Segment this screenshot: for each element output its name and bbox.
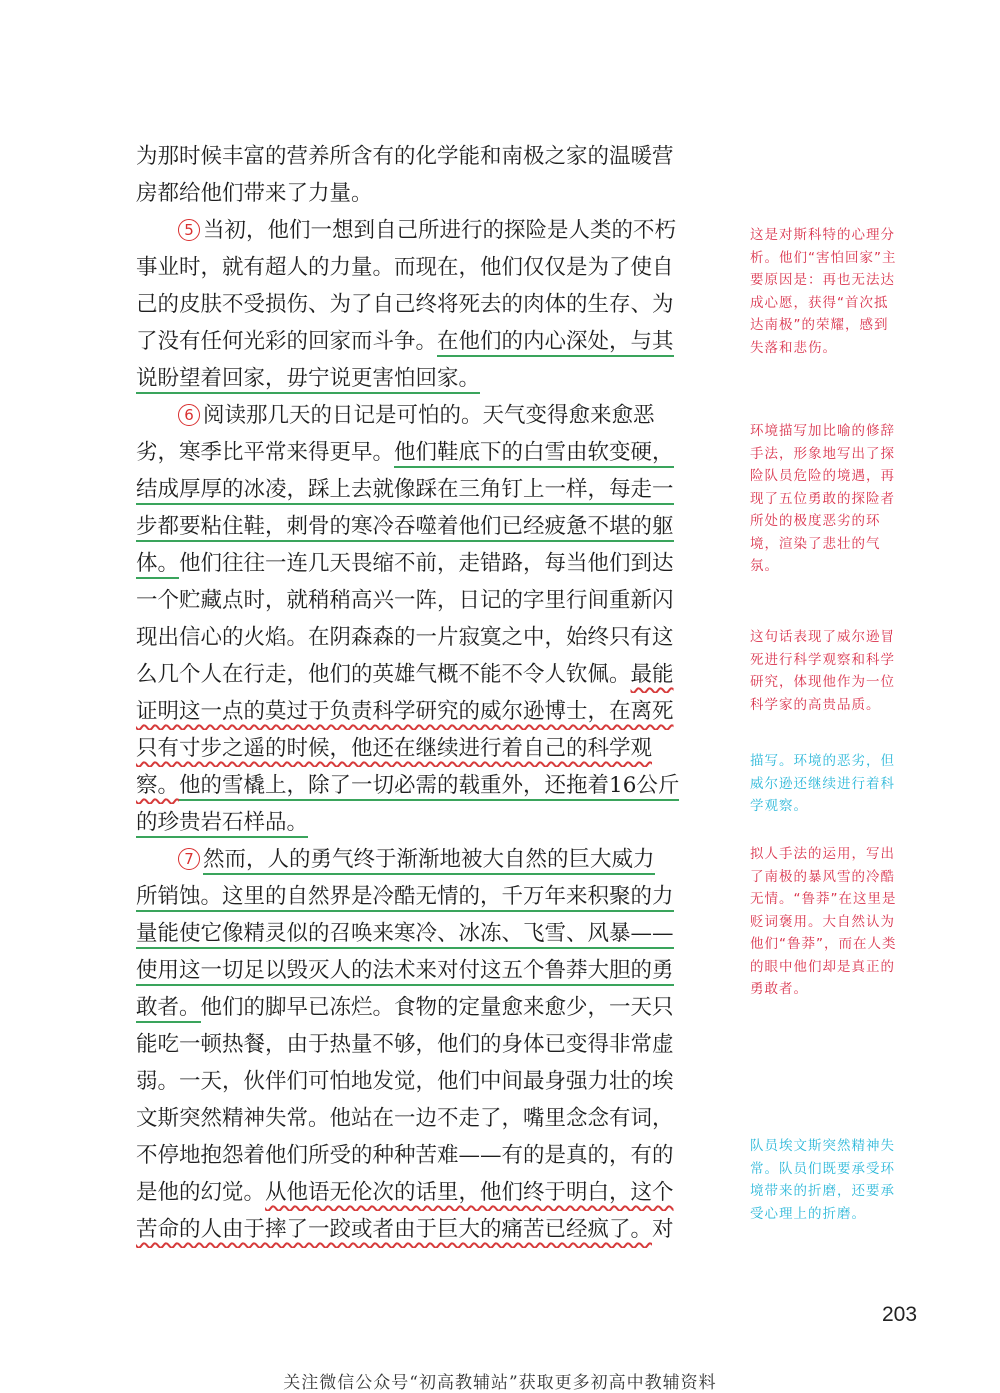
- text-line: [136, 952, 706, 989]
- annotation-1: 这是对斯科特的心理分析。他们“害怕回家”主要原因是：再也无法达成心愿，获得“首次抵达南极”的荣耀，感到失落和悲伤。: [750, 227, 897, 356]
- text-line: 了没有任何光彩的回家而斗争。在他们的内心深处，与其: [136, 323, 706, 360]
- red-wavy-underline: 从他语无伦次的话里，他们终于明白，这个: [265, 1180, 674, 1205]
- green-underline: 的珍贵岩石样品。: [136, 810, 308, 838]
- green-underline: 量能使它像精灵似的召唤来寒冷、冰冻、飞雪、风暴——: [136, 921, 674, 949]
- annotation-2: 环境描写加比喻的修辞手法，形象地写出了探险队员危险的境遇，再现了五位勇敢的探险者所处的极度恶劣的环境，渲染了悲壮的气氛。: [750, 423, 895, 574]
- green-underline: 说盼望着回家，毋宁说更害怕回家。: [136, 366, 480, 394]
- red-wavy-underline: 证明这一点的莫过于负责科学研究的威尔逊博士，在离死: [136, 699, 674, 724]
- green-underline: 然而，人的勇气终于渐渐地被大自然的巨大威力: [203, 847, 655, 875]
- text-line: 体。他们往往一连几天畏缩不前，走错路，每当他们到达: [136, 545, 706, 582]
- paragraph-number-7: 7: [178, 848, 200, 870]
- red-wavy-underline: 苦命的人由于摔了一跤或者由于巨大的痛苦已经疯了。: [136, 1217, 653, 1242]
- green-underline: 步都要粘住鞋，刺骨的寒冷吞噬着他们已经疲惫不堪的躯: [136, 514, 674, 542]
- text-line: 房都给他们带来了力量。: [136, 181, 373, 206]
- annotation-3: 这句话表现了威尔逊冒死进行科学观察和科学研究，体现他作为一位科学家的高贵品质。: [750, 629, 895, 713]
- green-underline: 他们鞋底下的白雪由软变硬，: [394, 440, 674, 468]
- text-line: 能吃一顿热餐，由于热量不够，他们的身体已变得非常虚: [136, 1032, 674, 1057]
- text-line: [136, 915, 706, 952]
- red-wavy-underline: 最能: [630, 662, 674, 687]
- green-underline: 所销蚀。这里的自然界是冷酷无情的，千万年来积聚的力: [136, 884, 674, 912]
- text-line: 劣，寒季比平常来得更早。他们鞋底下的白雪由软变硬，: [136, 434, 706, 471]
- red-wavy-underline: 察。: [136, 773, 180, 798]
- green-underline: 敢者。: [136, 995, 201, 1023]
- text-line: 现出信心的火焰。在阴森森的一片寂寞之中，始终只有这: [136, 625, 674, 650]
- annotation-6: 队员埃文斯突然精神失常。队员们既要承受环境带来的折磨，还要承受心理上的折磨。: [750, 1138, 895, 1222]
- text-line: 弱。一天，伙伴们可怕地发觉，他们中间最身强力壮的埃: [136, 1069, 674, 1094]
- text-line: 敢者。他们的脚早已冻烂。食物的定量愈来愈少，一天只: [136, 989, 706, 1026]
- paragraph-number-6: 6: [178, 404, 200, 426]
- annotation-4: 描写。环境的恶劣，但威尔逊还继续进行着科学观察。: [750, 753, 895, 814]
- green-underline: 结成厚厚的冰凌，踩上去就像踩在三角钉上一样，每走一: [136, 477, 674, 505]
- text-line: [136, 767, 706, 804]
- text-line: [136, 730, 706, 767]
- green-underline: 使用这一切足以毁灭人的法术来对付这五个鲁莽大胆的勇: [136, 958, 674, 986]
- page-number: 203: [882, 1303, 918, 1326]
- text-line: 己的皮肤不受损伤、为了自己终将死去的肉体的生存、为: [136, 292, 674, 317]
- paragraph-6-line: 6 阅读那几天的日记是可怕的。天气变得愈来愈恶: [136, 397, 706, 434]
- text-line: [136, 360, 706, 397]
- text-line: 事业时，就有超人的力量。而现在，他们仅仅是为了使自: [136, 255, 674, 280]
- paragraph-number-5: 5: [178, 219, 200, 241]
- footer-text: 关注微信公众号“初高教辅站”获取更多初高中教辅资料: [283, 1373, 717, 1393]
- text-line: 文斯突然精神失常。他站在一边不走了，嘴里念念有词，: [136, 1106, 674, 1131]
- paragraph-7-line: [136, 841, 706, 878]
- text-line: 么几个人在行走，他们的英雄气概不能不令人钦佩。最能: [136, 662, 674, 687]
- green-underline: 他的雪橇上，除了一切必需的载重外，还拖着16公斤: [179, 773, 679, 801]
- text-line: [136, 878, 706, 915]
- text-line: [136, 508, 706, 545]
- red-wavy-underline: 只有寸步之遥的时候，他还在继续进行着自己的科学观: [136, 736, 653, 761]
- green-underline: 体。: [136, 551, 179, 579]
- text-line: [136, 471, 706, 508]
- text-line: [136, 804, 706, 841]
- annotation-5: 拟人手法的运用，写出了南极的暴风雪的冷酷无情。“鲁莽”在这里是贬词褒用。大自然认为他们“鲁莽”，而在人类的眼中他们却是真正的勇敢者。: [750, 846, 897, 997]
- body-text: [136, 138, 706, 1248]
- text-line: [136, 693, 706, 730]
- text-line: 苦命的人由于摔了一跤或者由于巨大的痛苦已经疯了。对: [136, 1217, 674, 1242]
- green-underline: 在他们的内心深处，与其: [437, 329, 674, 357]
- text-line: 一个贮藏点时，就稍稍高兴一阵，日记的字里行间重新闪: [136, 588, 674, 613]
- text-line: 不停地抱怨着他们所受的种种苦难——有的是真的，有的: [136, 1143, 674, 1168]
- text-line: 是他的幻觉。从他语无伦次的话里，他们终于明白，这个: [136, 1180, 674, 1205]
- text-line: 为那时候丰富的营养所含有的化学能和南极之家的温暖营: [136, 144, 674, 169]
- paragraph-5-line: 5 当初，他们一想到自己所进行的探险是人类的不朽: [136, 212, 706, 249]
